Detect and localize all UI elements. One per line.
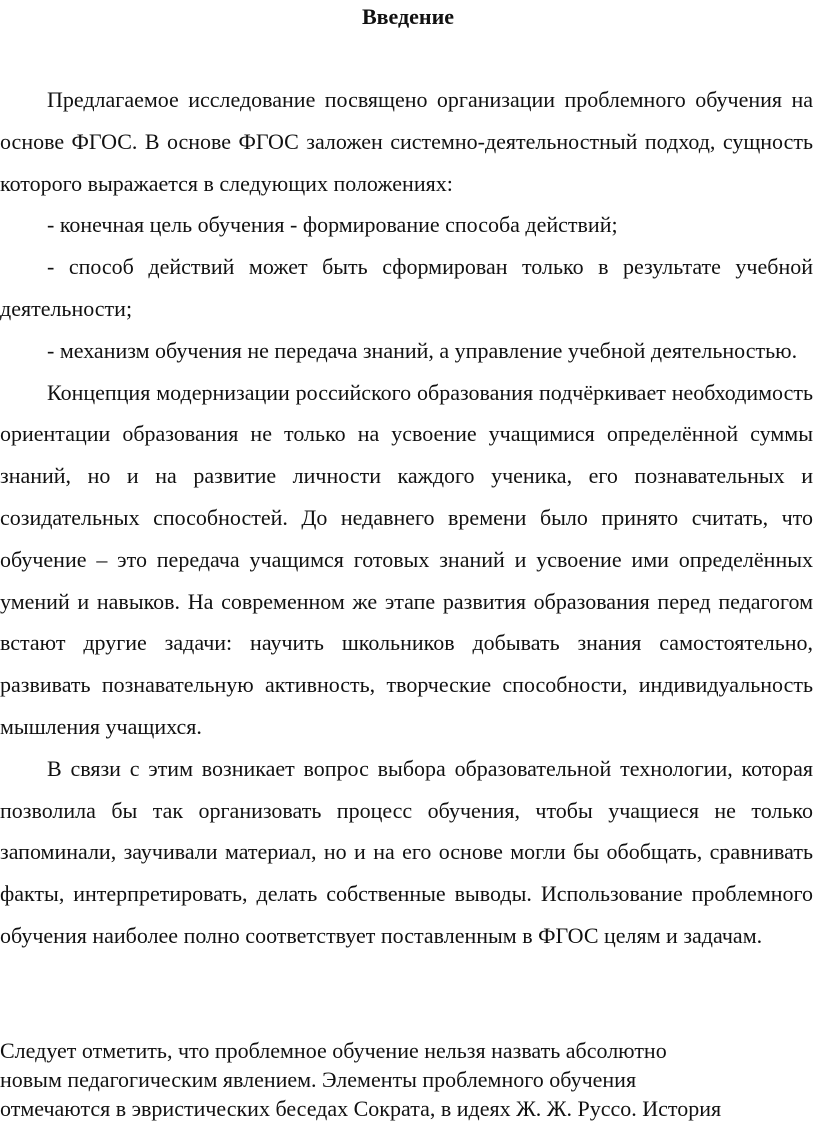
paragraph-concept: Концепция модернизации российского образования подчёркивает необходимость ориентации образования не только на усвоение учащимися определённой суммы знаний, но и на развитие личности каждого ученика, его познавательных и созидательных способностей. До недавнего времени было принято считать, что обучение – это передача учащимся готовых знаний и усвоение ими определённых умений и навыков. На современном же этапе развития образования перед педагогом встают другие задачи: научить школьников добывать знания самостоятельно, развивать познавательную активность, творческие способности, индивидуальность мышления учащихся. <box>0 379 813 739</box>
list-item-goal: - конечная цель обучения - формирование способа действий; <box>47 212 618 238</box>
paragraph-technology: В связи с этим возникает вопрос выбора образовательной технологии, которая позволила бы так организовать процесс обучения, чтобы учащиеся не только запоминали, заучивали материал, но и на его основе могли бы обобщать, сравнивать факты, интерпретировать, делать собственные выводы. Использование проблемного обучения наиболее полно соответствует поставленным в ФГОС целям и задачам. <box>0 755 813 948</box>
document-body <box>0 79 813 957</box>
list-item-method: - способ действий может быть сформирован только в результате учебной деятельности; <box>0 254 813 321</box>
document-continuation <box>0 1036 813 1123</box>
paragraph-history: Следует отметить, что проблемное обучение нельзя назвать абсолютно новым педагогическим явлением. Элементы проблемного обучения отмечаются в эвристических беседах Сократа, в идеях Ж. Ж. Руссо. История <box>0 1038 722 1121</box>
paragraph-intro: Предлагаемое исследование посвящено организации проблемного обучения на основе ФГОС. В основе ФГОС заложен системно-деятельностный подход, сущность которого выражается в следующих положениях: <box>0 87 813 196</box>
page-title: Введение <box>361 4 455 29</box>
list-item-mechanism: - механизм обучения не передача знаний, а управление учебной деятельностью. <box>47 337 798 363</box>
